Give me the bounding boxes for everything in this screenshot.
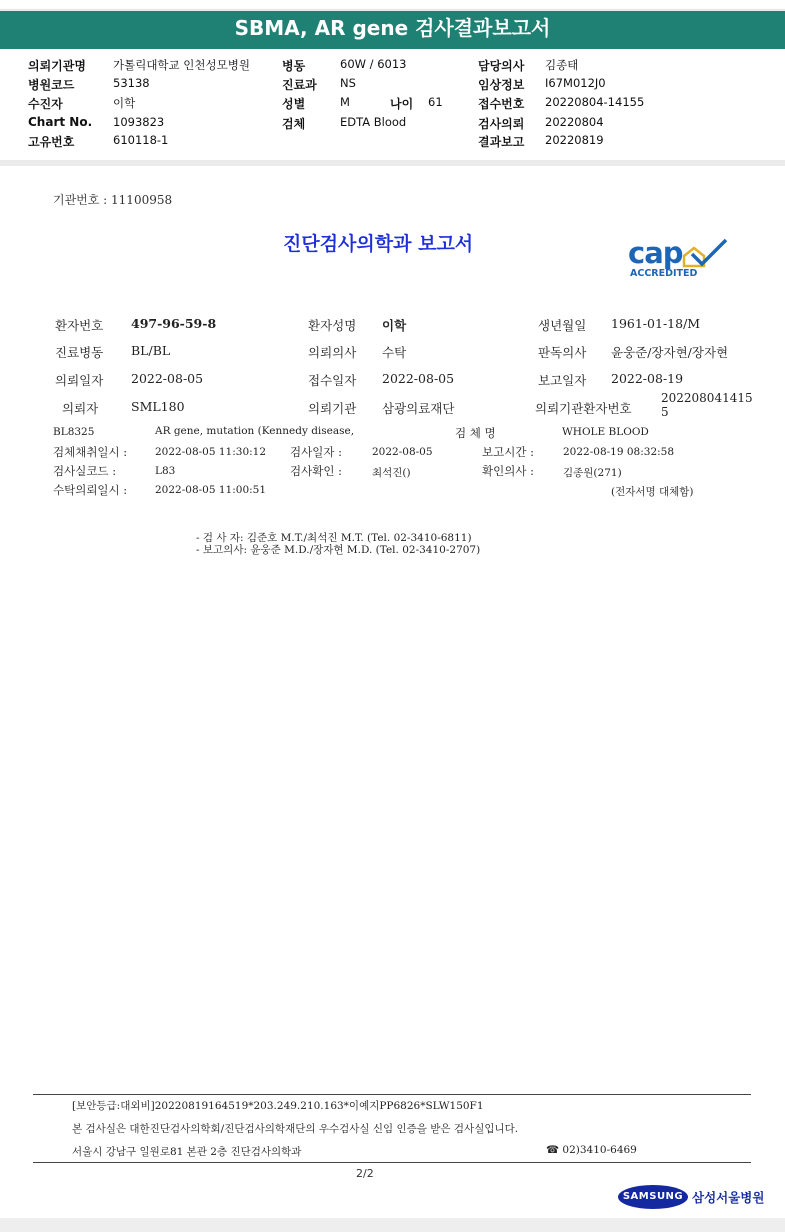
label-ward: 진료병동 xyxy=(55,345,104,360)
label-requester: 의뢰자 xyxy=(62,401,99,416)
page-number: 2/2 xyxy=(356,1167,374,1180)
lab-phone: ☎ 02)3410-6469 xyxy=(546,1144,637,1156)
hospital-name: 삼성서울병원 xyxy=(692,1190,765,1205)
lab-address: 서울시 강남구 일원로81 본관 2층 진단검사의학과 xyxy=(72,1146,302,1158)
value-confirm-doctor: 김종원(271) xyxy=(563,467,622,479)
institution-number: 기관번호 : 11100958 xyxy=(53,193,173,207)
label-patient-no: 환자번호 xyxy=(55,318,104,333)
label-birth-date: 생년월일 xyxy=(538,318,587,333)
header-value-specimen: EDTA Blood xyxy=(340,115,407,129)
header-value-request-date: 20220804 xyxy=(545,115,604,129)
header-value-ward: 60W / 6013 xyxy=(340,57,407,71)
header-label-patient: 수진자 xyxy=(28,97,63,111)
esign-note: (전자서명 대체함) xyxy=(611,486,694,498)
label-test-confirm: 검사확인 : xyxy=(290,464,342,478)
header-label-age: 나이 xyxy=(390,97,414,111)
header-label-chart-no: Chart No. xyxy=(28,115,93,129)
header-value-result-report: 20220819 xyxy=(545,133,604,147)
value-receipt-date: 2022-08-05 xyxy=(382,371,455,386)
header-value-physician: 김종태 xyxy=(545,58,579,72)
header-label-clinical-info: 임상정보 xyxy=(478,78,525,92)
header-label-unique-no: 고유번호 xyxy=(28,135,75,149)
label-receipt-date: 접수일자 xyxy=(308,373,357,388)
header-value-institution: 가톨릭대학교 인천성모병원 xyxy=(113,58,250,72)
footer-bottom-line xyxy=(33,1162,751,1163)
value-lab-code: L83 xyxy=(155,465,176,477)
staff-reporting-doctor: - 보고의사: 윤웅준 M.D./장자현 M.D. (Tel. 02-3410-2707) xyxy=(196,544,481,556)
test-code: BL8325 xyxy=(53,426,95,438)
header-value-sex: M xyxy=(340,95,350,109)
banner-title: SBMA, AR gene 검사결과보고서 xyxy=(234,16,551,40)
cap-logo-accredited: ACCREDITED xyxy=(630,268,698,279)
value-reading-doctor: 윤웅준/장자현/장자현 xyxy=(611,345,729,360)
value-patient-name: 이학 xyxy=(382,318,407,333)
report-title: 진단검사의학과 보고서 xyxy=(283,233,474,255)
header-label-sex: 성별 xyxy=(282,97,306,111)
header-value-clinical-info: I67M012J0 xyxy=(545,76,606,90)
test-name: AR gene, mutation (Kennedy disease, xyxy=(155,425,355,437)
header-label-institution: 의뢰기관명 xyxy=(28,59,86,73)
label-requesting-institution: 의뢰기관 xyxy=(308,401,357,416)
header-value-patient: 이학 xyxy=(113,96,136,110)
header-value-receipt-no: 20220804-14155 xyxy=(545,95,645,109)
value-institution-patient-no-line2: 5 xyxy=(661,405,669,419)
header-label-ward: 병동 xyxy=(282,59,306,73)
value-specimen-name: WHOLE BLOOD xyxy=(562,426,649,438)
header-label-receipt-no: 접수번호 xyxy=(478,97,525,111)
header-value-unique-no: 610118-1 xyxy=(113,133,169,147)
value-request-date: 2022-08-05 xyxy=(131,371,204,386)
label-lab-code: 검사실코드 : xyxy=(53,464,117,478)
value-report-date: 2022-08-19 xyxy=(611,371,684,386)
footer-top-line xyxy=(33,1094,751,1095)
cap-logo-word: cap xyxy=(628,236,683,270)
value-requester: SML180 xyxy=(131,399,185,414)
value-ward: BL/BL xyxy=(131,343,171,358)
header-label-specimen: 검체 xyxy=(282,117,306,131)
label-report-date: 보고일자 xyxy=(538,373,587,388)
cap-check-icon xyxy=(682,238,728,268)
value-requesting-institution: 삼광의료재단 xyxy=(382,401,455,416)
bottom-bar xyxy=(0,1218,785,1232)
value-birth-date: 1961-01-18/M xyxy=(611,316,701,331)
certification-text: 본 검사실은 대한진단검사의학회/진단검사의학재단의 우수검사실 신임 인증을 받은 검사실입니다. xyxy=(72,1123,519,1135)
header-value-chart-no: 1093823 xyxy=(113,115,165,129)
value-patient-no: 497-96-59-8 xyxy=(131,316,217,331)
label-collection-time: 검체채취일시 : xyxy=(53,445,128,459)
security-level: [보안등급:대외비]20220819164519*203.249.210.163*이예지PP6826*SLW150F1 xyxy=(72,1100,484,1112)
label-patient-name: 환자성명 xyxy=(308,318,357,333)
header-separator xyxy=(0,160,785,166)
header-label-result-report: 결과보고 xyxy=(478,135,525,149)
value-collection-time: 2022-08-05 11:30:12 xyxy=(155,446,267,458)
value-test-confirm: 최석진() xyxy=(372,467,411,479)
label-report-time: 보고시간 : xyxy=(482,445,534,459)
label-request-date: 의뢰일자 xyxy=(55,373,104,388)
label-test-date: 검사일자 : xyxy=(290,445,342,459)
header-label-request-date: 검사의뢰 xyxy=(478,117,525,131)
label-requesting-doctor: 의뢰의사 xyxy=(308,345,357,360)
staff-technologist: - 검 사 자: 김준호 M.T./최석진 M.T. (Tel. 02-3410-6811) xyxy=(196,532,472,544)
value-test-date: 2022-08-05 xyxy=(372,446,433,458)
header-value-department: NS xyxy=(340,76,356,90)
label-consign-time: 수탁의뢰일시 : xyxy=(53,483,128,497)
value-institution-patient-no-line1: 202208041415 xyxy=(661,391,753,405)
header-value-hospital-code: 53138 xyxy=(113,76,150,90)
samsung-logo: SAMSUNG xyxy=(618,1185,688,1209)
report-banner xyxy=(0,0,785,50)
header-value-age: 61 xyxy=(428,95,443,109)
value-report-time: 2022-08-19 08:32:58 xyxy=(563,446,675,458)
header-label-hospital-code: 병원코드 xyxy=(28,78,75,92)
value-consign-time: 2022-08-05 11:00:51 xyxy=(155,484,267,496)
label-specimen-name: 검 체 명 xyxy=(455,426,496,440)
cap-accredited-logo xyxy=(622,236,732,284)
label-institution-patient-no: 의뢰기관환자번호 xyxy=(535,401,632,416)
header-label-physician: 담당의사 xyxy=(478,59,525,73)
label-reading-doctor: 판독의사 xyxy=(538,345,587,360)
header-label-department: 진료과 xyxy=(282,78,317,92)
value-requesting-doctor: 수탁 xyxy=(382,345,407,360)
label-confirm-doctor: 확인의사 : xyxy=(482,464,534,478)
